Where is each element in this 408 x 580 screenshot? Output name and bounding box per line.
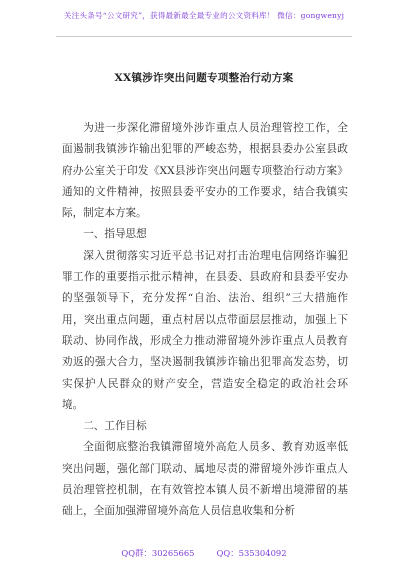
document-title: XX镇涉诈突出问题专项整治行动方案 — [114, 72, 294, 84]
header-divider — [56, 36, 352, 37]
section-heading-guiding-ideology: 一、指导思想 — [83, 228, 147, 241]
footer-qq-number: QQ：535304092 — [216, 548, 287, 558]
document-body — [62, 118, 348, 523]
footer-qq-group: QQ群：30265665 — [121, 548, 195, 558]
section-paragraph-guiding-ideology: 深入贯彻落实习近平总书记对打击治理电信网络诈骗犯罪工作的重要指示批示精神，在县委、县政府和县委平安办的坚强领导下，充分发挥“自治、法治、组织”三大措施作用，突出重点问题，重点村居以点带面层层推动，加强上下联动、协同作战，形成全力推动滞留境外涉诈重点人员教育劝返的强大合力，坚决遏制我镇涉诈输出犯罪高发态势，切实保护人民群众的财产安全，营造安全稳定的政治社会环境。 — [62, 249, 348, 411]
header-banner: 关注头条号“公文研究”，获得最新最全最专业的公文资料库！ 微信：gongwenyj — [63, 11, 345, 20]
section-paragraph-work-goals: 全面彻底整治我镇滞留境外高危人员多、教育劝返率低突出问题，强化部门联动、属地尽责的滞留境外涉诈重点人员治理管控机制，在有效管控本镇人员不新增出境滞留的基础上，全面加强滞留境外高危人员信息收集和分析 — [62, 441, 348, 518]
section-heading-work-goals: 二、工作目标 — [83, 420, 147, 433]
footer-contact — [0, 547, 408, 559]
intro-paragraph: 为进一步深化滞留境外涉诈重点人员治理管控工作，全面遏制我镇涉诈输出犯罪的严峻态势，根据县委办公室县政府办公室关于印发《XX县涉诈突出问题专项整治行动方案》通知的文件精神，按照县委平安办的工作要求，结合我镇实际，制定本方案。 — [62, 122, 348, 220]
